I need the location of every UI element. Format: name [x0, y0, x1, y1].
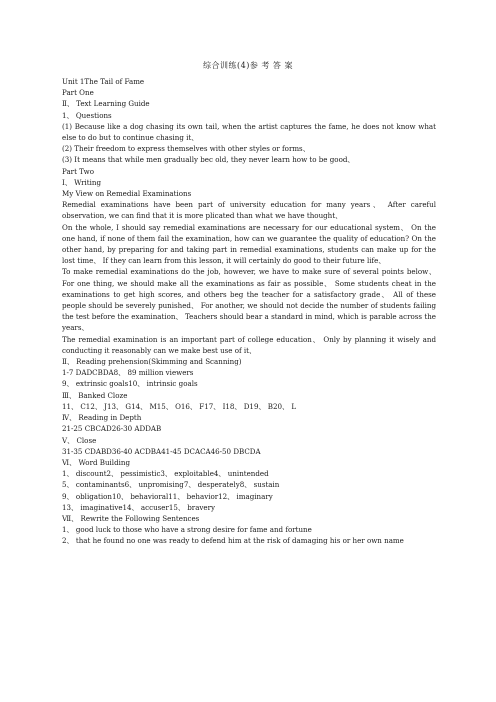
- text-line: Part One: [62, 88, 94, 98]
- text-line: Part Two: [62, 166, 95, 176]
- text-line: 31-35 CDABD36-40 ACDBA41-45 DCACA46-50 DBCDA: [62, 446, 261, 456]
- text-line: 13、 imaginative14、 accuser15、 bravery: [62, 502, 216, 512]
- text-line: Ⅱ、 Reading prehension(Skimming and Scanning): [62, 357, 242, 367]
- text-line: 2、 that he found no one was ready to defend him at the risk of damaging his or her own name: [62, 536, 404, 546]
- text-line: 1、 discount2、 pessimistic3、 exploitable4、 unintended: [62, 469, 269, 479]
- text-paragraph: The remedial examination is an important part of college education、 Only by planning it wisely and conducting it reasonably can we make best use of it、: [62, 334, 436, 355]
- text-line: (3) It means that while men gradually bec old, they never learn how to be good、: [62, 155, 355, 165]
- text-line: 1、 Questions: [62, 110, 112, 120]
- text-line: (2) Their freedom to express themselves with other styles or forms、: [62, 144, 310, 154]
- text-paragraph: (1) Because like a dog chasing its own tail, when the artist captures the fame, he does not know what else to do but to continue chasing it、: [62, 121, 436, 143]
- answer-content: [62, 76, 436, 547]
- text-line: 1、 good luck to those who have a strong desire for fame and fortune: [62, 525, 312, 535]
- text-line: Ⅰ、 Writing: [62, 177, 102, 187]
- page-title: 综合训练(4)参 考 答 案: [203, 61, 293, 70]
- text-line: Ⅳ、 Reading in Depth: [62, 413, 142, 423]
- text-line: Ⅵ、 Word Building: [62, 457, 130, 467]
- text-line: 21-25 CBCAD26-30 ADDAB: [62, 424, 162, 434]
- text-line: 9、 extrinsic goals10、 intrinsic goals: [62, 379, 198, 389]
- text-paragraph: On the whole, I should say remedial examinations are necessary for our educational system、 On the one hand, if none of them fail the examination, how can we guarantee the quality of education? On the other hand, by preparing for and taking part in remedial examinations, students can make up for the lost time、 If they can learn from this lesson, it will certainly do good to their future life、: [62, 222, 436, 266]
- text-line: My View on Remedial Examinations: [62, 189, 192, 199]
- text-line: 11、 C12、 J13、 G14、 M15、 O16、 F17、 I18、 D19、 B20、 L: [62, 401, 297, 411]
- text-line: Ⅲ、 Banked Cloze: [62, 390, 128, 400]
- text-line: Ⅶ、 Rewrite the Following Sentences: [62, 513, 200, 523]
- text-paragraph: To make remedial examinations do the job, however, we have to make sure of several points below、 For one thing, we should make all the examinations as fair as possible、 Some students cheat in the examinations to get high scores, and others beg the teacher for a satisfactory grade、 All of these people should be severely punished、 For another, we should not decide the number of students failing the test before the examination、 Teachers should bear a standard in mind, which is parable across the years、: [62, 267, 436, 333]
- text-line: Ⅴ、 Close: [62, 435, 97, 445]
- text-line: 5、 contaminants6、 unpromising7、 desperately8、 sustain: [62, 480, 280, 490]
- text-line: 1-7 DADCBDA8、 89 million viewers: [62, 368, 194, 378]
- text-line: Ⅱ、 Text Learning Guide: [62, 99, 150, 109]
- text-line: Unit 1The Tail of Fame: [62, 77, 145, 86]
- text-line: 9、 obligation10、 behavioral11、 behavior12、 imaginary: [62, 491, 273, 501]
- text-paragraph: Remedial examinations have been part of university education for many years、 After careful observation, we can find that it is more plicated than what we have thought、: [62, 200, 436, 221]
